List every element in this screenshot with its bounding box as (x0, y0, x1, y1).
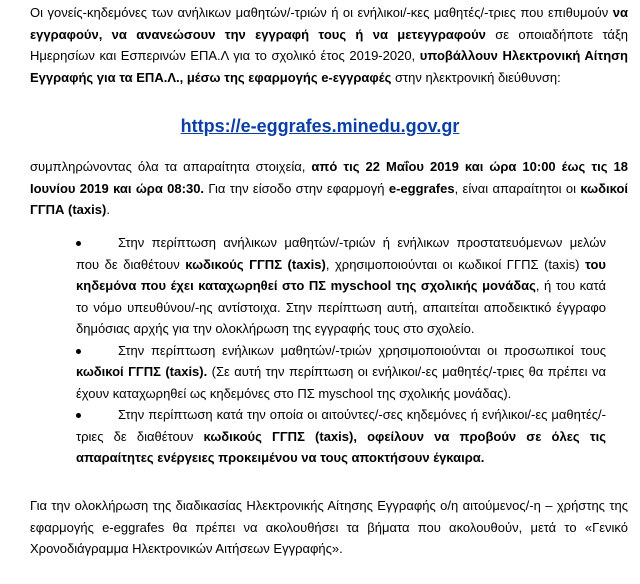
eggrafes-link[interactable]: https://e-eggrafes.minedu.gov.gr (180, 116, 460, 136)
bullet-icon (76, 241, 81, 246)
list-item (76, 404, 606, 469)
dates-text-1: συμπληρώνοντας όλα τα απαραίτητα στοιχεία, (30, 159, 312, 174)
bullet-bold: κωδικούς ΓΓΠΣ (taxis) (185, 256, 326, 272)
intro-text-2: σε οποιαδήποτε τάξη Ημερησίων και Εσπερινών ΕΠΑ.Λ για το σχολικό έτος 2019-2020, (30, 26, 628, 63)
bullet-list (76, 232, 606, 469)
intro-bold-1: να εγγραφούν, να ανανεώσουν την εγγραφή τους ή να μετεγγραφούν (30, 5, 628, 42)
bullet-text: Στην περίπτωση κατά την οποία οι αιτούντες/-σες κηδεμόνες ή ενήλικοι/-ες μαθητές/-τριες δε διαθέτουν (76, 407, 606, 444)
bullet-text: Στην περίπτωση ενήλικων μαθητών/-τριών χρησιμοποιούνται οι προσωπικοί τους (118, 342, 606, 358)
dates-text-4: . (106, 202, 110, 217)
bullet-bold: κωδικούς ΓΓΠΣ (taxis), οφείλουν να προβούν σε όλες τις απαραίτητες ενέργειες προκειμένου να τους αποκτήσουν έγκαιρα. (76, 428, 606, 465)
bullet-bold: κωδικοί ΓΓΠΣ (taxis). (76, 364, 208, 379)
bullet-bold: του κηδεμόνα που έχει καταχωρηθεί στο ΠΣ myschool της σχολικής μονάδας (76, 256, 606, 293)
dates-bold-3: κωδικοί ΓΓΠΑ (taxis) (30, 180, 628, 217)
bullet-icon (76, 413, 81, 418)
bullet-icon (76, 349, 81, 354)
bullet-text: , ή του κατά το νόμο υπευθύνου/-ης αντίστοιχα. Στην περίπτωση αυτή, απαιτείται αποδεικτικό έγγραφο δημόσιας αρχής για την ολοκλήρωση της εγγραφής τους στο σχολείο. (76, 278, 606, 336)
intro-bold-2: υποβάλλουν Ηλεκτρονική Αίτηση Εγγραφής για τα ΕΠΑ.Λ., μέσω της εφαρμογής e-εγγραφές (30, 48, 628, 85)
intro-text-3: στην ηλεκτρονική διεύθυνση: (391, 69, 561, 85)
dates-paragraph (30, 156, 628, 221)
dates-text-2: Για την είσοδο στην εφαρμογή (204, 180, 389, 196)
dates-bold-2: e-eggrafes (388, 180, 455, 196)
url-line (0, 116, 640, 137)
intro-paragraph (30, 2, 628, 88)
list-item (76, 232, 606, 340)
bullet-text: Στην περίπτωση ανήλικων μαθητών/-τριών ή ενήλικων προστατευόμενων μελών που δε διαθέτουν (76, 235, 606, 272)
dates-bold-1: από τις 22 Μαΐου 2019 και ώρα 10:00 έως τις 18 Ιουνίου 2019 και ώρα 08:30. (30, 159, 628, 196)
intro-text-1: Οι γονείς-κηδεμόνες των ανήλικων μαθητών/-τριών ή οι ενήλικοι/-κες μαθητές/-τριες που επιθυμούν (30, 5, 613, 20)
closing-paragraph: Για την ολοκλήρωση της διαδικασίας Ηλεκτρονικής Αίτησης Εγγραφής ο/η αιτούμενος/-η – χρήστης της εφαρμογής e-eggrafes θα πρέπει να ακολουθήσει τα βήματα που ακολουθούν, μετά το «Γενικό Χρονοδιάγραμμα Ηλεκτρονικών Αιτήσεων Εγγραφής». (30, 498, 628, 556)
dates-text-3: , είναι απαραίτητοι οι (454, 180, 581, 196)
list-item (76, 340, 606, 405)
bullet-text: (Σε αυτή την περίπτωση οι ενήλικοι/-ες μαθητές/-τριες θα πρέπει να έχουν καταχωρηθεί ως κηδεμόνες στο ΠΣ myschool της σχολικής μονάδας). (76, 364, 607, 401)
bullet-text: , χρησιμοποιούνται οι κωδικοί ΓΓΠΣ (taxis) (325, 256, 586, 272)
